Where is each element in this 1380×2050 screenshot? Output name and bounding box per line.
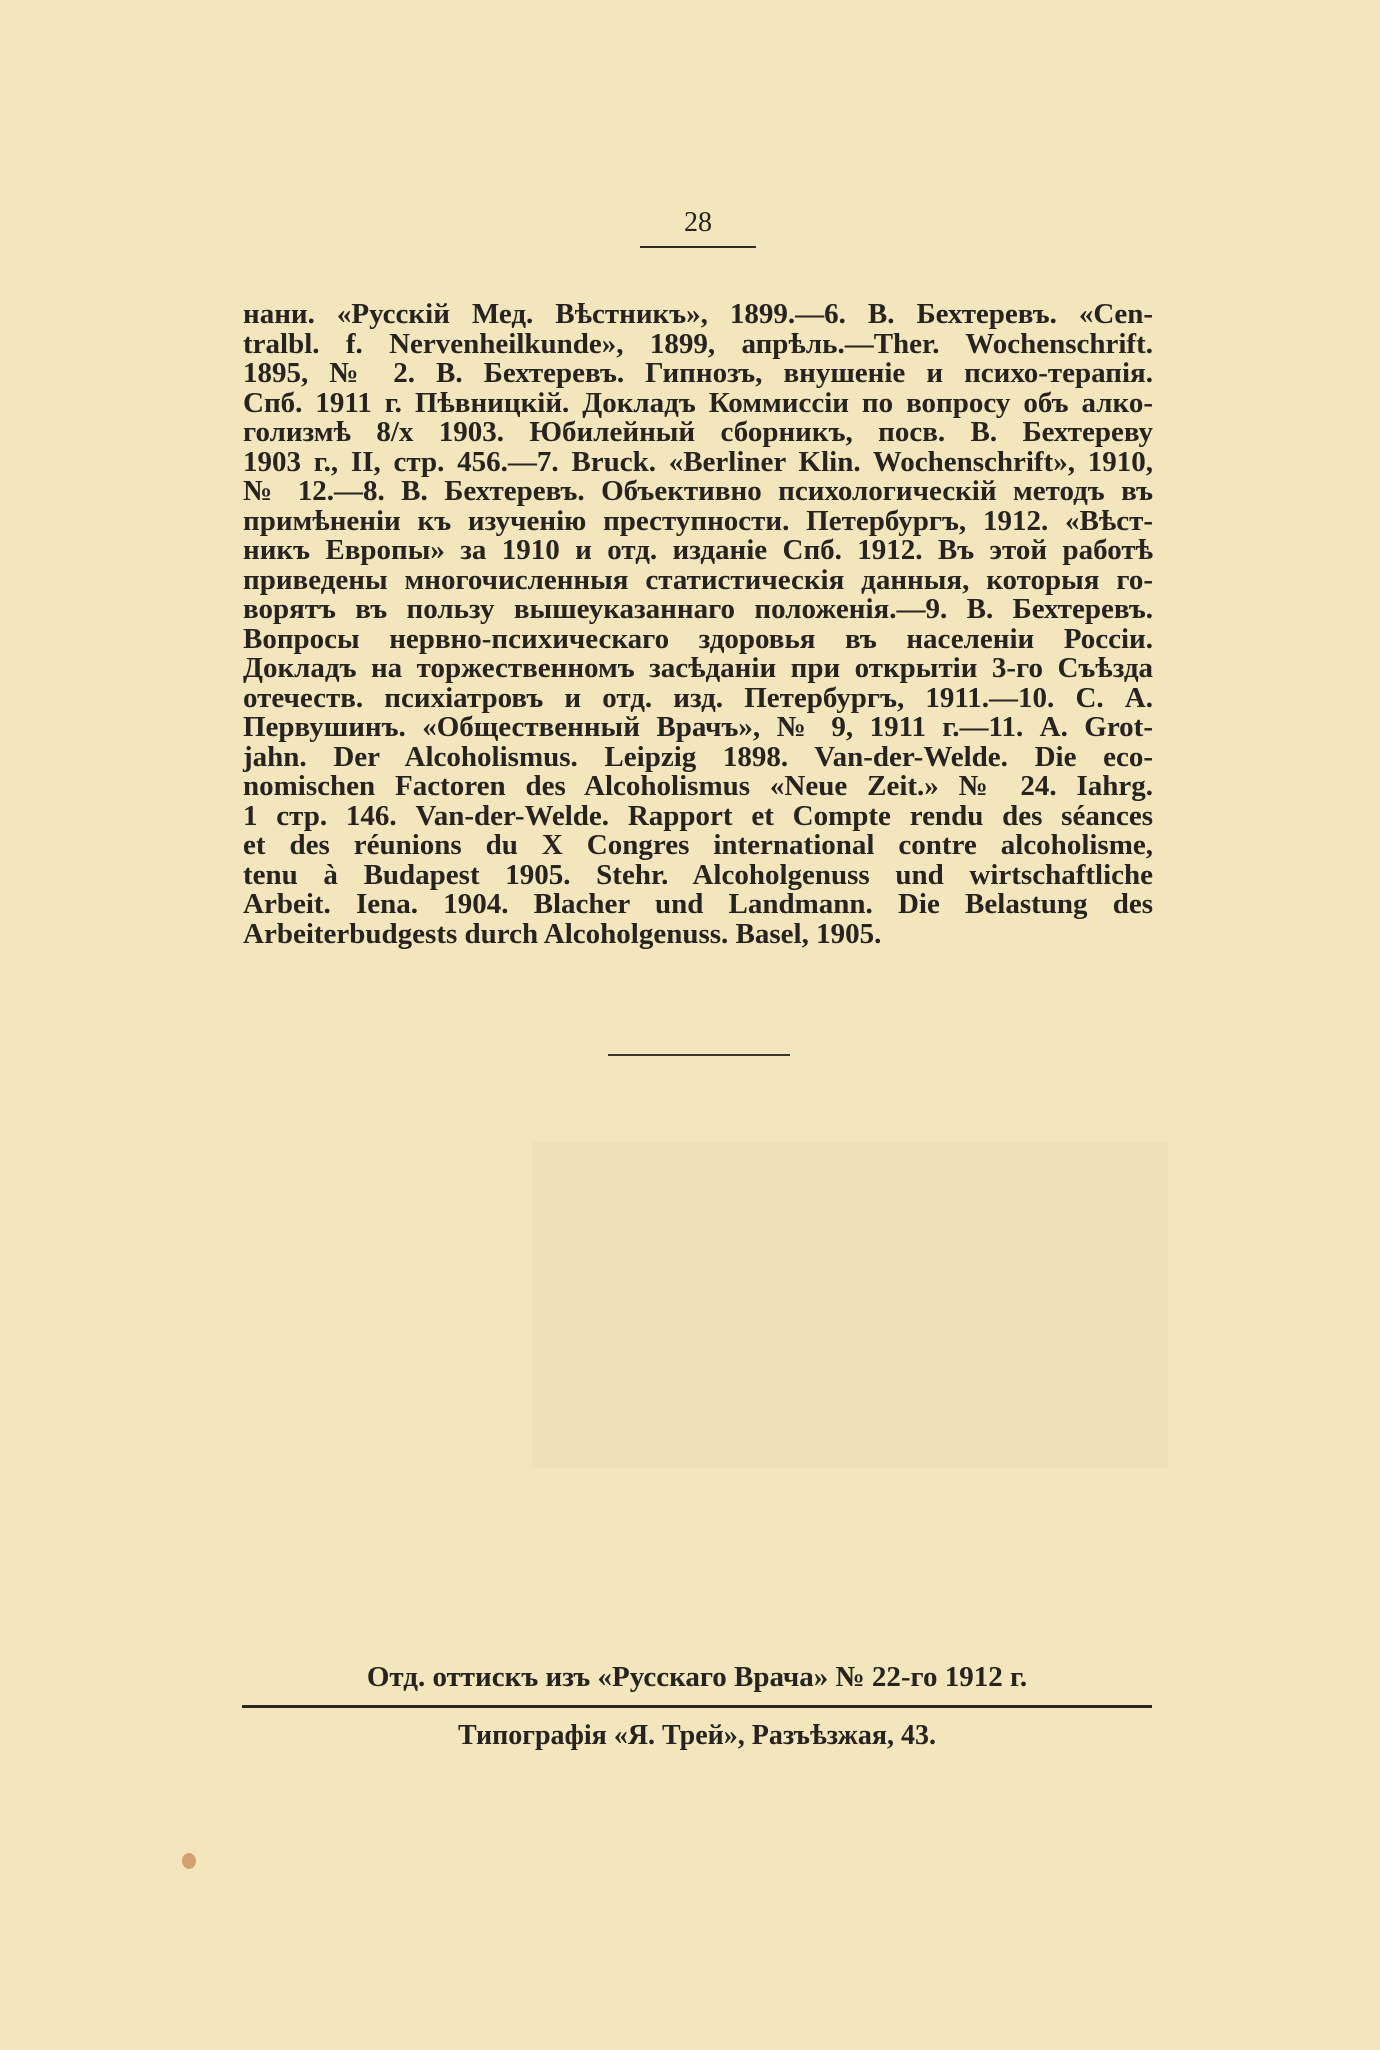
page-number-underline	[640, 246, 756, 248]
reference-line: tralbl. f. Nervenheilkunde», 1899, апрѣль.—Ther. Wochenschrift.	[243, 327, 1153, 360]
offprint-note: Отд. оттискъ изъ «Русскаго Врача» № 22-го 1912 г.	[366, 1661, 1028, 1693]
reference-line: Arbeit. Iena. 1904. Blacher und Landmann. Die Belastung des	[243, 888, 1153, 920]
reference-line: 1 стр. 146. Van-der-Welde. Rapport et Compte rendu des séances	[243, 799, 1153, 832]
ink-spot	[182, 1853, 196, 1869]
reference-line: примѣненіи къ изученію преступности. Петербургъ, 1912. «Вѣст-	[243, 504, 1153, 537]
reference-line: 1895, № 2. В. Бехтеревъ. Гипнозъ, внушеніе и психо-терапія.	[243, 357, 1153, 389]
reference-line: Докладъ на торжественномъ засѣданіи при открытіи 3-го Съѣзда	[243, 652, 1153, 684]
reference-line: приведены многочисленныя статистическія данныя, которыя го-	[243, 563, 1153, 596]
reference-line: Первушинъ. «Общественный Врачъ», № 9, 1911 г.—11. A. Grot-	[243, 711, 1153, 743]
reference-line: et des réunions du X Congres international contre alcoholisme,	[243, 829, 1153, 861]
reference-line: Вопросы нервно-психическаго здоровья въ населеніи Россіи.	[243, 622, 1153, 655]
reference-line: 1903 г., II, стр. 456.—7. Bruck. «Berliner Klin. Wochenschrift», 1910,	[243, 445, 1153, 478]
reference-line: голизмѣ 8/x 1903. Юбилейный сборникъ, посв. В. Бехтереву	[243, 416, 1153, 448]
reference-line: Спб. 1911 г. Пѣвницкій. Докладъ Коммиссіи по вопросу объ алко-	[243, 386, 1153, 419]
section-divider	[608, 1054, 790, 1056]
reference-list	[243, 300, 1153, 949]
reference-line: tenu à Budapest 1905. Stehr. Alcoholgenuss und wirtschaftliche	[243, 858, 1153, 891]
reference-line: Arbeiterbudgests durch Alcoholgenuss. Basel, 1905.	[243, 917, 882, 950]
footer-rule	[242, 1705, 1152, 1708]
reference-line: jahn. Der Alcoholismus. Leipzig 1898. Van-der-Welde. Die eco-	[243, 740, 1153, 773]
reference-line: nomischen Factoren des Alcoholismus «Neue Zeit.» № 24. Iahrg.	[243, 770, 1153, 802]
reference-line: ворятъ въ пользу вышеуказаннаго положенія.—9. В. Бехтеревъ.	[243, 593, 1153, 625]
reference-line: отечеств. психіатровъ и отд. изд. Петербургъ, 1911.—10. С. А.	[243, 681, 1153, 714]
reference-line: № 12.—8. В. Бехтеревъ. Объективно психологическій методъ въ	[243, 475, 1153, 507]
reference-line: никъ Европы» за 1910 и отд. изданіе Спб. 1912. Въ этой работѣ	[243, 534, 1153, 566]
reference-line: нани. «Русскій Мед. Вѣстникъ», 1899.—6. В. Бехтеревъ. «Cen-	[243, 298, 1153, 330]
paper-stain	[532, 1142, 1168, 1468]
printer-imprint: Типографія «Я. Трей», Разъѣзжая, 43.	[458, 1720, 936, 1751]
page-number: 28	[684, 207, 712, 238]
